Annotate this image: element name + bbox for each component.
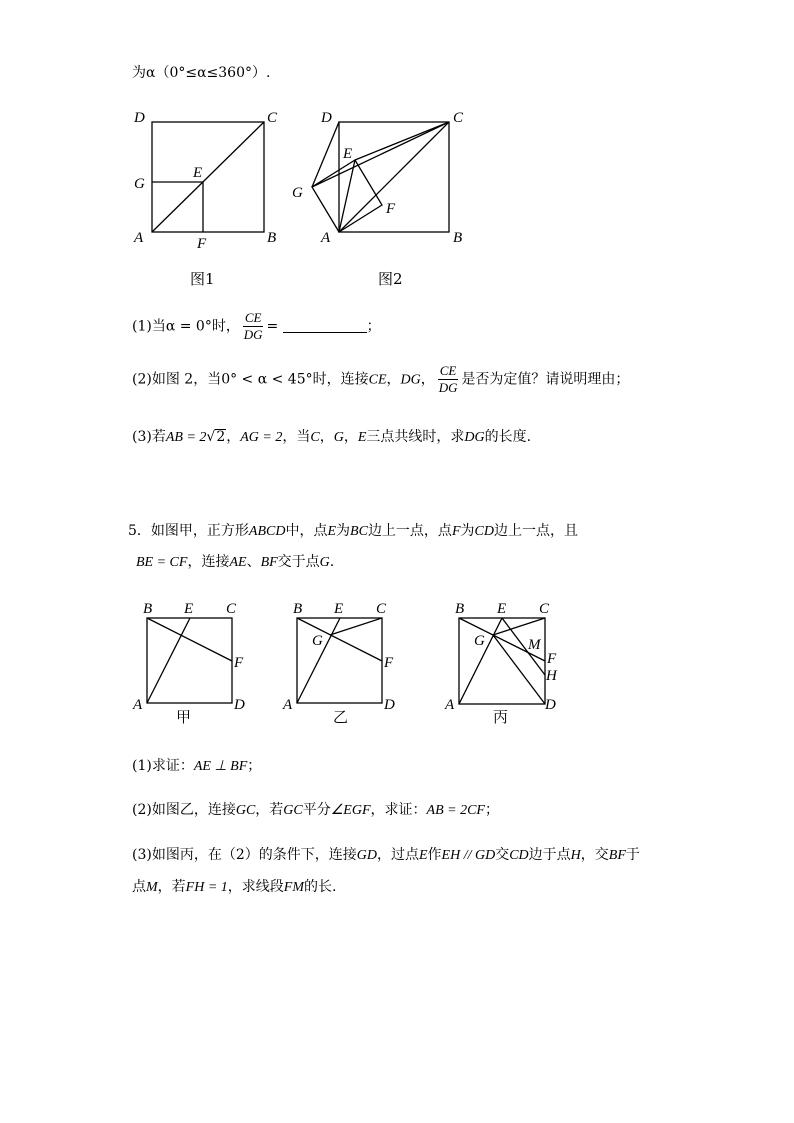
- yi-gc: [330, 618, 382, 635]
- jia-caption: 甲: [176, 708, 192, 726]
- fig1-label-b: B: [267, 230, 277, 246]
- jia-label-d: D: [234, 697, 245, 713]
- fig2-label-g: G: [292, 185, 303, 201]
- question-4-2: (2)如图 2，当0° < α < 45°时，连接CE，DG， $\frac{CE}{DG}$ 是否为定值？请说明理由；: [132, 363, 630, 395]
- question-5-1: (1)求证：AE ⊥ BF；: [132, 758, 262, 774]
- yi-label-g: G: [312, 633, 323, 649]
- fig2-label-c: C: [453, 110, 464, 126]
- yi-label-c: C: [376, 601, 387, 617]
- jia-label-a: A: [133, 697, 143, 713]
- figure-jia: [128, 595, 258, 715]
- fig1-label-g: G: [134, 176, 145, 192]
- yi-label-f: F: [384, 655, 394, 671]
- fig2-label-b: B: [453, 230, 463, 246]
- yi-ae: [297, 618, 340, 703]
- fig2-label-f: F: [386, 201, 396, 217]
- bing-label-g: G: [474, 633, 485, 649]
- yi-caption: 乙: [333, 708, 349, 726]
- bing-label-f: F: [547, 651, 557, 667]
- yi-label-a: A: [283, 697, 293, 713]
- ratio-fraction-2: $\frac{CE}{DG}$: [438, 363, 458, 395]
- bing-label-m: M: [528, 637, 541, 653]
- yi-label-e: E: [334, 601, 344, 617]
- fig2-label-d: D: [321, 110, 332, 126]
- fig2-label-a: A: [321, 230, 331, 246]
- fig2-gc: [312, 122, 449, 187]
- jia-label-c: C: [226, 601, 237, 617]
- answer-blank: [283, 320, 367, 333]
- bing-label-d: D: [545, 697, 556, 713]
- fig1-label-e: E: [193, 165, 203, 181]
- fig1-caption: 图1: [190, 270, 215, 288]
- figure-bing: [440, 595, 570, 715]
- fig2-label-e: E: [343, 146, 353, 162]
- fig2-ce: [355, 122, 449, 160]
- yi-bf: [297, 618, 382, 661]
- figure-yi: [278, 595, 408, 715]
- question-5-3-line-2: 点M，若FH = 1，求线段FM的长.: [132, 879, 337, 895]
- fig1-diagonal: [152, 122, 264, 232]
- question-4-1: (1)当α = 0°时， $\frac{CE}{DG}$ = ；: [132, 310, 381, 342]
- bing-label-c: C: [539, 601, 550, 617]
- bing-label-b: B: [455, 601, 465, 617]
- intro-line: 为α（0°≤α≤360°）.: [132, 65, 271, 81]
- question-5-line-2: BE = CF，连接AE、BF交于点G.: [136, 554, 335, 570]
- fig1-label-f: F: [197, 236, 207, 252]
- question-5-2: (2)如图乙，连接GC，若GC平分∠EGF，求证：AB = 2CF；: [132, 802, 499, 818]
- question-5-3-line-1: (3)如图丙，在（2）的条件下，连接GD，过点E作EH // GD交CD边于点H，交BF于: [132, 847, 640, 863]
- figure-1: [125, 100, 295, 250]
- yi-label-b: B: [293, 601, 303, 617]
- yi-square: [297, 618, 382, 703]
- bing-label-a: A: [445, 697, 455, 713]
- bing-caption: 丙: [493, 708, 509, 726]
- jia-label-f: F: [234, 655, 244, 671]
- bing-label-h: H: [546, 668, 557, 684]
- ratio-fraction: $\frac{CE}{DG}$: [243, 310, 263, 342]
- jia-label-b: B: [143, 601, 153, 617]
- fig1-label-c: C: [267, 110, 278, 126]
- question-4-3: (3)若AB = 2√2，AG = 2，当C，G，E三点共线时，求DG的长度.: [132, 429, 532, 445]
- fig2-caption: 图2: [378, 270, 403, 288]
- fig1-label-a: A: [134, 230, 144, 246]
- bing-label-e: E: [497, 601, 507, 617]
- yi-label-d: D: [384, 697, 395, 713]
- jia-ae: [147, 618, 190, 703]
- fig1-label-d: D: [134, 110, 145, 126]
- question-5-line-1: 5．如图甲，正方形ABCD中，点E为BC边上一点，点F为CD边上一点，且: [128, 523, 578, 539]
- jia-bf: [147, 618, 232, 661]
- bing-square: [459, 618, 545, 704]
- bing-ae: [459, 618, 502, 704]
- fig2-dg: [312, 122, 339, 187]
- jia-label-e: E: [184, 601, 194, 617]
- jia-square: [147, 618, 232, 703]
- figure-2: [285, 100, 475, 250]
